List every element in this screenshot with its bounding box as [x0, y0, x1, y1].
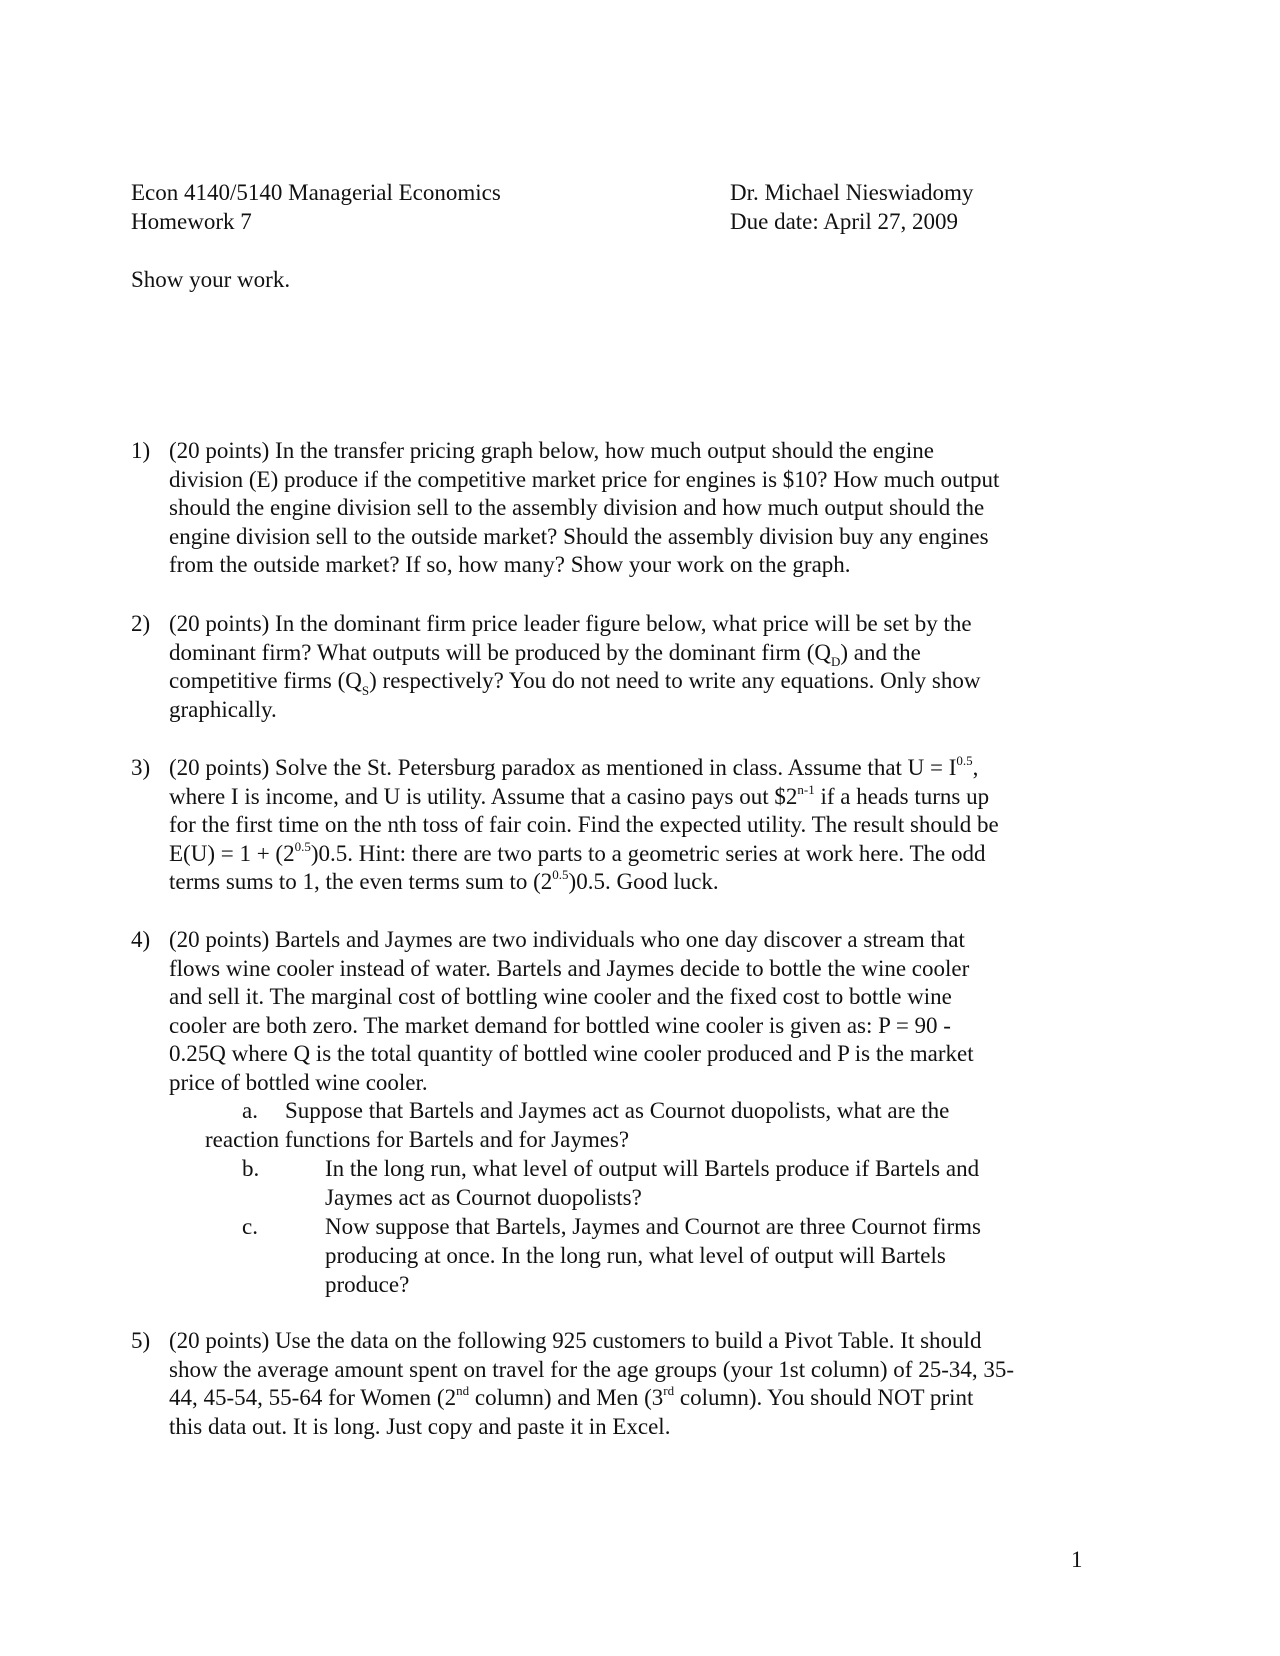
page-number: 1 — [1071, 1547, 1083, 1572]
subpart-a-text-cont: reaction functions for Bartels and for Jaymes? — [205, 1127, 630, 1152]
question-text — [169, 1327, 1014, 1441]
text-line: dominant firm? What outputs will be produced by the dominant firm $(Q_D)$ and the — [169, 639, 921, 670]
text-line: competitive firms $(Q_S)$ respectively? You do not need to write any equations. Only show — [169, 668, 981, 698]
text-line: 0.25Q where Q is the total quantity of bottled wine cooler produced and P is the market — [169, 1041, 974, 1066]
text-line: (20 points) Bartels and Jaymes are two individuals who one day discover a stream that — [169, 927, 965, 952]
text-line: 44, 45-54, 55-64 for Women (2nd column) and Men (3rd column). You should NOT print — [169, 1383, 974, 1410]
subpart-c-label: c. — [242, 1214, 258, 1239]
text-line: this data out. It is long. Just copy and paste it in Excel. — [169, 1413, 671, 1439]
text-line: (20 points) Solve the St. Petersburg paradox as mentioned in class. Assume that $U = I^{0.5}$, — [169, 753, 979, 780]
subpart-a-label: a. — [242, 1098, 258, 1123]
question-number: 4) — [131, 927, 151, 952]
question-text — [169, 926, 974, 1097]
subpart-b-text: In the long run, what level of output will Bartels produce if Bartels and — [325, 1156, 980, 1181]
text-line: $E(U) = 1 + (2^{0.5})0.5$. Hint: there are two parts to a geometric series at work here. The odd — [169, 838, 986, 866]
question-number: 2) — [131, 611, 151, 636]
due-date: Due date: April 27, 2009 — [730, 209, 959, 234]
text-line: graphically. — [169, 696, 277, 722]
text-line: should the engine division sell to the assembly division and how much output should the — [169, 495, 985, 520]
text-line: cooler are both zero. The market demand for bottled wine cooler is given as: P = 90 - — [169, 1012, 951, 1038]
text-line: and sell it. The marginal cost of bottling wine cooler and the fixed cost to bottle wine — [169, 984, 952, 1009]
text-line: from the outside market? If so, how many? Show your work on the graph. — [169, 552, 851, 577]
question-number: 5) — [131, 1328, 151, 1353]
text-line: where I is income, and U is utility. Assume that a casino pays out $2$^{n-1}$ if a heads turns up — [169, 781, 990, 809]
text-line: engine division sell to the outside market? Should the assembly division buy any engines — [169, 523, 989, 549]
text-line: division (E) produce if the competitive market price for engines is $10? How much output — [169, 466, 1000, 492]
subpart-b-label: b. — [242, 1156, 260, 1181]
assignment-title: Homework 7 — [131, 209, 252, 234]
text-line: price of bottled wine cooler. — [169, 1069, 428, 1095]
subpart-c-text: Now suppose that Bartels, Jaymes and Cournot are three Cournot firms — [325, 1214, 982, 1239]
text-line: (20 points) In the transfer pricing graph below, how much output should the engine — [169, 438, 935, 463]
question-number: 1) — [131, 438, 151, 463]
text-line: terms sums to 1, the even terms sum to $(2^{0.5})0.5$. Good luck. — [169, 867, 719, 894]
subpart-c-text-cont: produce? — [325, 1272, 410, 1297]
question-text — [169, 610, 980, 724]
question-number: 3) — [131, 755, 151, 780]
text-line: for the first time on the nth toss of fair coin. Find the expected utility. The result should be — [169, 812, 999, 837]
instructor-name: Dr. Michael Nieswiadomy — [730, 180, 974, 205]
text-line: show the average amount spent on travel for the age groups (your 1st column) of 25-34, 35- — [169, 1356, 1015, 1382]
course-title: Econ 4140/5140 Managerial Economics — [131, 180, 501, 205]
text-line: (20 points) In the dominant firm price leader figure below, what price will be set by the — [169, 611, 972, 636]
subpart-a-text: Suppose that Bartels and Jaymes act as Cournot duopolists, what are the — [285, 1098, 950, 1123]
subpart-c-text-cont: producing at once. In the long run, what level of output will Bartels — [325, 1243, 946, 1268]
text-line: (20 points) Use the data on the following 925 customers to build a Pivot Table. It should — [169, 1328, 982, 1353]
question-text — [169, 754, 999, 897]
question-text — [169, 437, 999, 580]
subpart-b-text-cont: Jaymes act as Cournot duopolists? — [325, 1185, 642, 1210]
instruction-text: Show your work. — [131, 267, 291, 292]
text-line: flows wine cooler instead of water. Bartels and Jaymes decide to bottle the wine cooler — [169, 955, 970, 981]
